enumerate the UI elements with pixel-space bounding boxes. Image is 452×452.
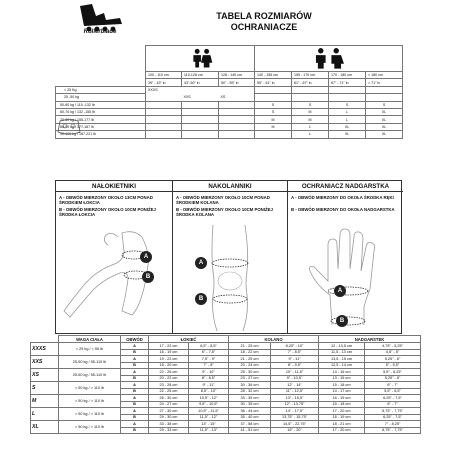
elbow-desc-a: A - OBWÓD MIERZONY OKOŁO 13CM PONAD ŚRODKIEM ŁOKCIA xyxy=(59,195,153,206)
measurement-value: 5,25" - 6" xyxy=(365,375,421,382)
measurement-value: 19 - 22 cm xyxy=(149,356,189,363)
size-cell: XL xyxy=(329,131,366,138)
elbow-desc-b: B - OBWÓD MIERZONY OKOŁO 10CM PONIŻEJ ŚRODKA ŁOKCIA xyxy=(59,207,156,218)
size-cell xyxy=(366,94,403,101)
size-row-weight: 60-70 kg / 132 -155 lb xyxy=(56,108,146,115)
wrist-guide xyxy=(288,181,403,333)
size-cell: S xyxy=(292,101,329,108)
header-knee: KOLANO xyxy=(229,336,319,343)
size-row-weight: 70-80 kg / 155-177 lb xyxy=(56,116,146,123)
weight-label: > 50 kg / > 110 lb xyxy=(59,382,121,395)
header-circumference: OBWÓD xyxy=(121,336,149,343)
header-weight: WAGA CIAŁA xyxy=(59,336,121,343)
size-cell xyxy=(219,123,255,130)
size-cell xyxy=(366,86,403,93)
measurement-value: 17 - 20 cm xyxy=(319,427,365,434)
measurement-value: 7" - 8,5" xyxy=(271,349,319,356)
circumference-label: A xyxy=(121,382,149,389)
measurement-value: 4,5" - 5" xyxy=(365,349,421,356)
size-label: XL xyxy=(31,421,59,434)
measurement-value: 21 - 25 cm xyxy=(229,343,271,350)
weight-label: > 50 kg / > 110 lb xyxy=(59,421,121,434)
size-cell xyxy=(292,86,329,93)
measurement-value: 5,5" - 6,25" xyxy=(365,369,421,376)
header-wrist: NADGARSTEK xyxy=(319,336,421,343)
circumference-label: B xyxy=(121,401,149,408)
range-cm: 140 - 155 cm xyxy=(255,72,292,79)
range-in-row xyxy=(56,79,403,86)
size-cell xyxy=(219,86,255,93)
knee-desc-a: A - OBWÓD MIERZONY OKOŁO 10CM PONAD ŚRODKIEM KOLANA xyxy=(176,195,270,206)
measurement-value: 12" - 14" xyxy=(271,382,319,389)
size-cell: XL xyxy=(366,108,403,115)
elbow-guide-title: NAŁOKIETNIKI xyxy=(56,181,172,192)
marker-a: A xyxy=(140,251,152,263)
circumference-label: B xyxy=(121,375,149,382)
measurement-value: 11,5" - 12" xyxy=(189,414,229,421)
size-cell xyxy=(146,131,182,138)
range-cm: 128 - 140 cm xyxy=(219,72,255,79)
measurement-value: 33 - 38 cm xyxy=(149,421,189,428)
size-cell: L xyxy=(329,116,366,123)
range-in: 55" - 61" in xyxy=(255,79,292,86)
measurement-value: 22 - 25 cm xyxy=(149,388,189,395)
measurement-value: 6,25" - 7,5" xyxy=(365,414,421,421)
measurement-value: 14 - 17 cm xyxy=(319,388,365,395)
weight-label: > 50 kg / > 110 lb xyxy=(59,408,121,421)
size-cell: XL xyxy=(366,131,403,138)
knee-guide xyxy=(173,181,288,333)
size-cell: XL xyxy=(366,116,403,123)
measurement-value: 24 - 27 cm xyxy=(149,401,189,408)
marker-b: B xyxy=(142,271,154,283)
measurement-value: 16 - 19 cm xyxy=(319,414,365,421)
title-line-2: OCHRANIACZE xyxy=(230,22,298,32)
measurement-value: 6,75" - 7,75" xyxy=(365,408,421,415)
size-cell xyxy=(219,116,255,123)
measurement-value: 6,25" - 7,5" xyxy=(365,395,421,402)
range-in: > 71" in xyxy=(366,79,403,86)
wrist-desc-b: B - OBWÓD MIERZONY DO OKOŁA NADGARSTKA xyxy=(291,207,395,212)
measurement-value: 29 - 33 cm xyxy=(149,427,189,434)
measurement-value: 5" - 5,5" xyxy=(365,362,421,369)
size-cell xyxy=(182,108,219,115)
size-cell xyxy=(329,86,366,93)
size-row xyxy=(56,101,403,108)
measurement-value: 12,5 - 14 cm xyxy=(319,362,365,369)
size-cell xyxy=(255,86,292,93)
range-cm: 110-128 cm xyxy=(182,72,219,79)
circumference-label: A xyxy=(121,395,149,402)
adult-figures-icon xyxy=(257,47,400,69)
measurement-value: 20 - 24 cm xyxy=(229,362,271,369)
measurement-value: 14" - 17,5" xyxy=(271,408,319,415)
measurement-value: 21 - 25 cm xyxy=(229,356,271,363)
measurement-value: 6,75" - 7,75" xyxy=(365,427,421,434)
measurement-value: 11,5" - 13" xyxy=(189,427,229,434)
knee-guide-title: NAKOLANNIKI xyxy=(173,181,287,192)
header-elbow: ŁOKIEĆ xyxy=(149,336,229,343)
size-cell: M xyxy=(255,123,292,130)
measurement-value: 11" - 12,5" xyxy=(271,388,319,395)
title-line-1: TABELA ROZMIARÓW xyxy=(216,11,312,21)
wrist-guide-title: OCHRANIACZ NADGARSTKA xyxy=(288,181,403,192)
size-cell xyxy=(146,116,182,123)
size-cell xyxy=(255,94,292,101)
measurement-value: 17 - 20 cm xyxy=(319,408,365,415)
measurement-value: 23 - 28 cm xyxy=(149,382,189,389)
weight-label: 25-50 kg / 55-110 lb xyxy=(59,356,121,369)
torso-icon xyxy=(56,118,82,136)
measurement-value: 36 - 44 cm xyxy=(229,408,271,415)
size-row-weight: 80-90 kg / 177-187 lb xyxy=(56,123,146,130)
marker-a: A xyxy=(195,257,207,269)
measurement-value: 14,5" - 22,75" xyxy=(271,421,319,428)
measurement-value: 10,5" - 11,5" xyxy=(189,408,229,415)
measurement-value: 13" - 15,5" xyxy=(271,395,319,402)
circumference-label: B xyxy=(121,362,149,369)
measurement-value: 7,5" - 9" xyxy=(189,356,229,363)
size-row-weight: 50-60 kg / 110 -132 lb xyxy=(56,101,146,108)
range-cm: 100 - 110 cm xyxy=(146,72,182,79)
wrist-desc-a: A - OBWÓD MIERZONY DO OKOŁA ŚRODKA RĘKI xyxy=(291,195,394,200)
weight-label: > 50 kg / > 110 lb xyxy=(59,395,121,408)
measurement-value: 13,5 - 15 cm xyxy=(319,356,365,363)
measurement-value: 25 - 30 cm xyxy=(229,369,271,376)
measurement-value: 16 - 19 cm xyxy=(319,395,365,402)
measurement-value: 7" - 8,25" xyxy=(365,421,421,428)
range-cm: 170 - 180 cm xyxy=(329,72,366,79)
size-label: M xyxy=(31,395,59,408)
measurement-value: 15 - 18 cm xyxy=(319,401,365,408)
size-row-weight: 90-100 kg / 187-221 lb xyxy=(56,131,146,138)
measurement-value: 6" - 7" xyxy=(365,401,421,408)
size-cell: L xyxy=(329,108,366,115)
size-row xyxy=(56,86,403,93)
size-label: XXXS xyxy=(31,343,59,356)
measurement-value: 8,25" - 10" xyxy=(271,343,319,350)
measurement-value: 11,5 - 13 cm xyxy=(319,349,365,356)
size-row xyxy=(56,116,403,123)
measurement-value: 8,5" - 10" xyxy=(189,388,229,395)
size-cell xyxy=(146,123,182,130)
size-cell xyxy=(182,86,219,93)
measurement-guide xyxy=(55,180,402,334)
circumference-label: A xyxy=(121,421,149,428)
measurement-value: 33 - 39 cm xyxy=(229,395,271,402)
measurement-value: 16 - 19 cm xyxy=(149,349,189,356)
size-label: S xyxy=(31,382,59,395)
range-in: 50" - 55" in xyxy=(219,79,255,86)
size-label: L xyxy=(31,408,59,421)
size-cell: M xyxy=(292,108,329,115)
measurement-value: 18 - 21 cm xyxy=(319,421,365,428)
adult-figures-cell xyxy=(255,46,403,72)
measurement-value: 30 - 36 cm xyxy=(229,382,271,389)
marker-b: B xyxy=(195,293,207,305)
size-cell: M xyxy=(255,116,292,123)
measurement-value: 9" - 11" xyxy=(189,382,229,389)
size-cell: XL xyxy=(329,123,366,130)
range-in: 39" - 43" in xyxy=(146,79,182,86)
measurement-value: 4,75" - 5,25" xyxy=(365,343,421,350)
measurement-value: 30 - 35 cm xyxy=(229,401,271,408)
circumference-label: B xyxy=(121,414,149,421)
circumference-label: B xyxy=(121,388,149,395)
measurement-value: 9" - 10" xyxy=(189,369,229,376)
measurement-value: 16" - 20" xyxy=(271,427,319,434)
measurement-value: 37 - 58 cm xyxy=(229,421,271,428)
measurement-value: 23 - 27 cm xyxy=(229,375,271,382)
measurement-value: 29 - 30 cm xyxy=(149,414,189,421)
size-cell: L xyxy=(292,131,329,138)
size-row-weight: 25 -50 kg xyxy=(56,94,146,101)
size-cell xyxy=(182,123,219,130)
measurement-value: 8" - 8,5" xyxy=(189,375,229,382)
knee-desc-b: B - OBWÓD MIERZONY OKOŁO 10CM PONIŻEJ ŚRODKA KOLANA xyxy=(176,207,273,218)
measurement-value: 20 - 22 cm xyxy=(149,375,189,382)
size-cell: XXXS xyxy=(148,88,158,93)
circumference-label: A xyxy=(121,408,149,415)
brand-name: Rollerblade xyxy=(83,29,117,35)
measurement-value: 18 - 22 cm xyxy=(229,349,271,356)
marker-b: B xyxy=(336,315,348,327)
size-row xyxy=(56,131,403,138)
measurement-value: 18 - 20 cm xyxy=(149,362,189,369)
size-label: XS xyxy=(31,369,59,382)
measurement-value: 5,25" - 6" xyxy=(365,356,421,363)
size-cell xyxy=(182,101,219,108)
size-cell: S xyxy=(329,101,366,108)
size-cell xyxy=(219,101,255,108)
size-cell xyxy=(146,108,182,115)
measurement-value: 13,75" - 15,75" xyxy=(271,414,319,421)
circumference-label: B xyxy=(121,349,149,356)
measurement-value: 27 - 30 cm xyxy=(149,408,189,415)
size-cell: L xyxy=(292,123,329,130)
size-row-weight: < 25 Kg xyxy=(56,86,146,93)
size-cell xyxy=(146,94,182,101)
measurement-table xyxy=(30,335,421,434)
size-cell xyxy=(292,94,329,101)
size-label: XXS xyxy=(31,356,59,369)
measurement-value: 17 - 22 cm xyxy=(149,343,189,350)
measurement-chart xyxy=(30,335,421,434)
measurement-value: 6,5" - 8,5" xyxy=(189,343,229,350)
measurement-value: 12" - 13,75" xyxy=(271,401,319,408)
size-row xyxy=(56,123,403,130)
range-cm-row xyxy=(56,72,403,79)
size-cell: XXS xyxy=(183,95,191,100)
measurement-value: 10,5" - 12" xyxy=(189,395,229,402)
measurement-header-row xyxy=(31,336,421,343)
size-cell xyxy=(146,101,182,108)
measurement-value: 28 - 32 cm xyxy=(229,388,271,395)
size-row xyxy=(56,94,403,101)
measurement-value: 6" - 7" xyxy=(365,382,421,389)
measurement-value: 14 - 16 cm xyxy=(319,369,365,376)
weight-label: < 25 kg / < 55 lb xyxy=(59,343,121,356)
circumference-label: B xyxy=(121,427,149,434)
measurement-value: 5,5" - 6,5" xyxy=(365,388,421,395)
measurement-value: 10" - 11,5" xyxy=(271,369,319,376)
circumference-label: A xyxy=(121,343,149,350)
measurement-value: 26 - 30 cm xyxy=(149,395,189,402)
measurement-value: 8" - 9,5" xyxy=(271,362,319,369)
measurement-value: 13 - 15 cm xyxy=(319,375,365,382)
measurement-value: 12 - 13,5 cm xyxy=(319,343,365,350)
measurement-value: 7" - 8" xyxy=(189,362,229,369)
measurement-value: 41 - 51 cm xyxy=(229,427,271,434)
size-cell xyxy=(329,94,366,101)
range-in: 43"-50" in xyxy=(182,79,219,86)
circumference-label: A xyxy=(121,356,149,363)
size-row xyxy=(56,108,403,115)
size-cell: XL xyxy=(366,123,403,130)
page-title xyxy=(178,11,350,33)
size-cell xyxy=(182,131,219,138)
marker-a: A xyxy=(334,285,346,297)
size-cell: M xyxy=(292,116,329,123)
size-cell xyxy=(255,131,292,138)
range-in: 67" - 71" in xyxy=(329,79,366,86)
size-chart xyxy=(55,45,403,139)
size-cell: S xyxy=(255,108,292,115)
size-cell xyxy=(219,131,255,138)
range-in: 61" - 67" in xyxy=(292,79,329,86)
range-cm: > 180 cm xyxy=(366,72,403,79)
size-cell: S xyxy=(255,101,292,108)
weight-label: 25-50 kg / 55-110 lb xyxy=(59,369,121,382)
measurement-value: 15 - 18 cm xyxy=(319,382,365,389)
range-cm: 155 - 170 cm xyxy=(292,72,329,79)
size-cell: XS xyxy=(220,95,226,100)
measurement-value: 9" - 11" xyxy=(271,356,319,363)
circumference-label: A xyxy=(121,369,149,376)
size-cell: S xyxy=(366,101,403,108)
measurement-value: 6" - 7,5" xyxy=(189,349,229,356)
hand-illustration xyxy=(302,225,392,331)
child-figures-cell xyxy=(146,46,255,72)
measurement-value: 9,5" - 10,5" xyxy=(189,401,229,408)
measurement-value: 13" - 15" xyxy=(189,421,229,428)
child-figures-icon xyxy=(148,47,252,69)
elbow-guide xyxy=(56,181,173,333)
leg-illustration xyxy=(183,223,278,333)
size-cell xyxy=(219,108,255,115)
measurement-value: 22 - 26 cm xyxy=(149,369,189,376)
measurement-value: 9" - 10,5" xyxy=(271,375,319,382)
size-table xyxy=(55,45,403,139)
size-cell xyxy=(182,116,219,123)
measurement-value: 35 - 40 cm xyxy=(229,414,271,421)
